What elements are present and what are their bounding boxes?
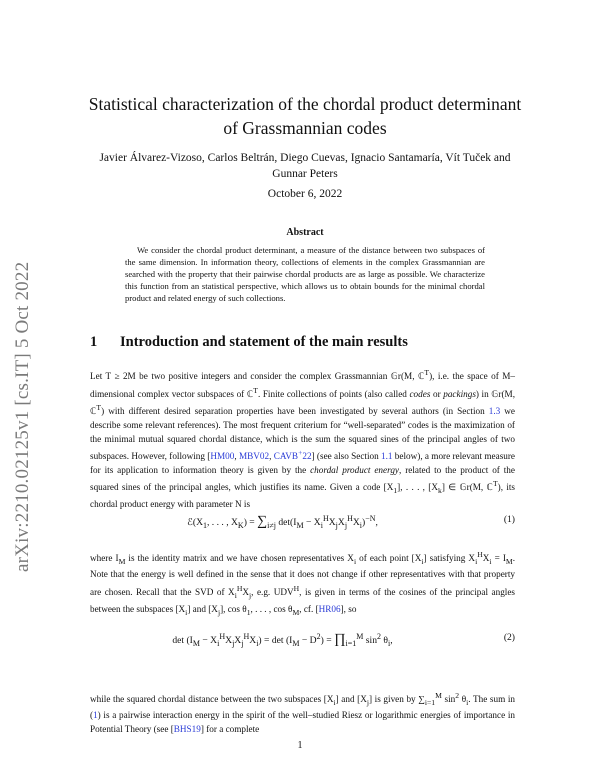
section-heading [90, 334, 408, 351]
citation-mbv02[interactable]: MBV02 [238, 451, 270, 462]
arxiv-identifier[interactable]: arXiv:2210.02125v1 [cs.IT] 5 Oct 2022 [12, 261, 33, 572]
abstract-heading: Abstract [286, 227, 324, 238]
equation-2: $\det (I_M - X_i^HX_jX_j^HX_i) = \det (I_M - D^2)$ = $\prod_{i=1}^M$ $\sin^2 \theta_i$, (2) [172, 632, 515, 649]
section-link-1-1[interactable]: 1.1 [381, 451, 393, 462]
paragraph-representatives: where $I_M$ is the identity matrix and we have chosen representatives $X_i$ of each point $[X_i]$ satisfying $X_i^HX_i = I_M$. Note that the energy is well defined in the sense that it does not change if other representatives with that property are chosen. Recall that the SVD of $X_i^HX_j$, e.g. $UDV^H$, is given in terms of the cosines of the principal angles between the subspaces $[X_i]$ and $[X_j]$, $\cos \theta_1$, . . . , $\cos \theta_M$, cf. [HR06], so [90, 550, 516, 617]
paragraph-chordal-distance: while the squared chordal distance between the two subspaces $[X_i]$ and $[X_j]$ is given by $\sum_{i=1}^M$ $\sin^2 \theta_i$. The sum in (1) is a pairwise interaction energy in the spirit of the well–studied Riesz or logarithmic energies of importance in Potential Theory (see [BHS19] for a complete [90, 691, 515, 735]
section-number: 1 [90, 334, 98, 350]
citation-bhs19[interactable]: BHS19 [173, 724, 201, 735]
page-number: 1 [297, 740, 303, 751]
citation-cavb22[interactable]: CAVB+22 [273, 448, 312, 462]
section-link-1-3[interactable]: 1.3 [488, 406, 501, 417]
equation-link-1[interactable]: 1 [93, 710, 98, 721]
citation-hr06[interactable]: HR06 [318, 603, 341, 614]
section-title: Introduction and statement of the main results [120, 334, 408, 350]
equation-number-2: (2) [503, 632, 515, 643]
publication-date: October 6, 2022 [267, 188, 343, 200]
paragraph-intro: Let T ≥ 2M be two positive integers and consider the complex Grassmannian 𝔾r(M, ℂ$^T$), i.e. the space of M–dimensional complex vector subspaces of ℂ$^T$. Finite collections of points (also called codes or packings) in 𝔾r(M, ℂ$^T$) with different desired separation properties have been investigated by several authors (in Section 1.3 we describe some relevant references). The most frequent criterium for “well-separated” codes is the maximization of the minimal mutual squared chordal distance, which is the sum the squared sines of the principal angles of two subspaces. However, following [HM00, MBV02, CAVB+22] (see also Section 1.1 below), a more relevant measure for its application to information theory is given by the chordal product energy, related to the product of the squared sines of the principal angles, which justifies its name. Given a code $[X_1]$, . . . , $[X_k]$ ∈ 𝔾r(M, ℂ$^T$), its chordal product energy with parameter N is [90, 368, 516, 509]
abstract-text: We consider the chordal product determinant, a measure of the distance between two subspaces of the same dimension. In information theory, collections of elements in the complex Grassmannian are searched with the property that their pairwise chordal products are as large as possible. We characterize this function from an statistical perspective, which allows us to obtain bounds for the minimal chordal product and related energy of such collections. [125, 245, 485, 303]
author-list: Javier Álvarez-Vizoso, Carlos Beltrán, Diego Cuevas, Ignacio Santamaría, Vít Tuček and Gunnar Peters [99, 152, 511, 180]
paper-title: Statistical characterization of the chordal product determinant of Grassmannian codes [88, 94, 522, 138]
citation-hm00[interactable]: HM00 [210, 451, 235, 462]
equation-1: $ℰ(X_1$, . . . , $X_K) = \sum_{i\ne j}$ $\det(I_M - X_i^HX_jX_j^HX_i)^{-N}$, (1) [187, 514, 515, 531]
equation-number-1: (1) [503, 514, 515, 525]
